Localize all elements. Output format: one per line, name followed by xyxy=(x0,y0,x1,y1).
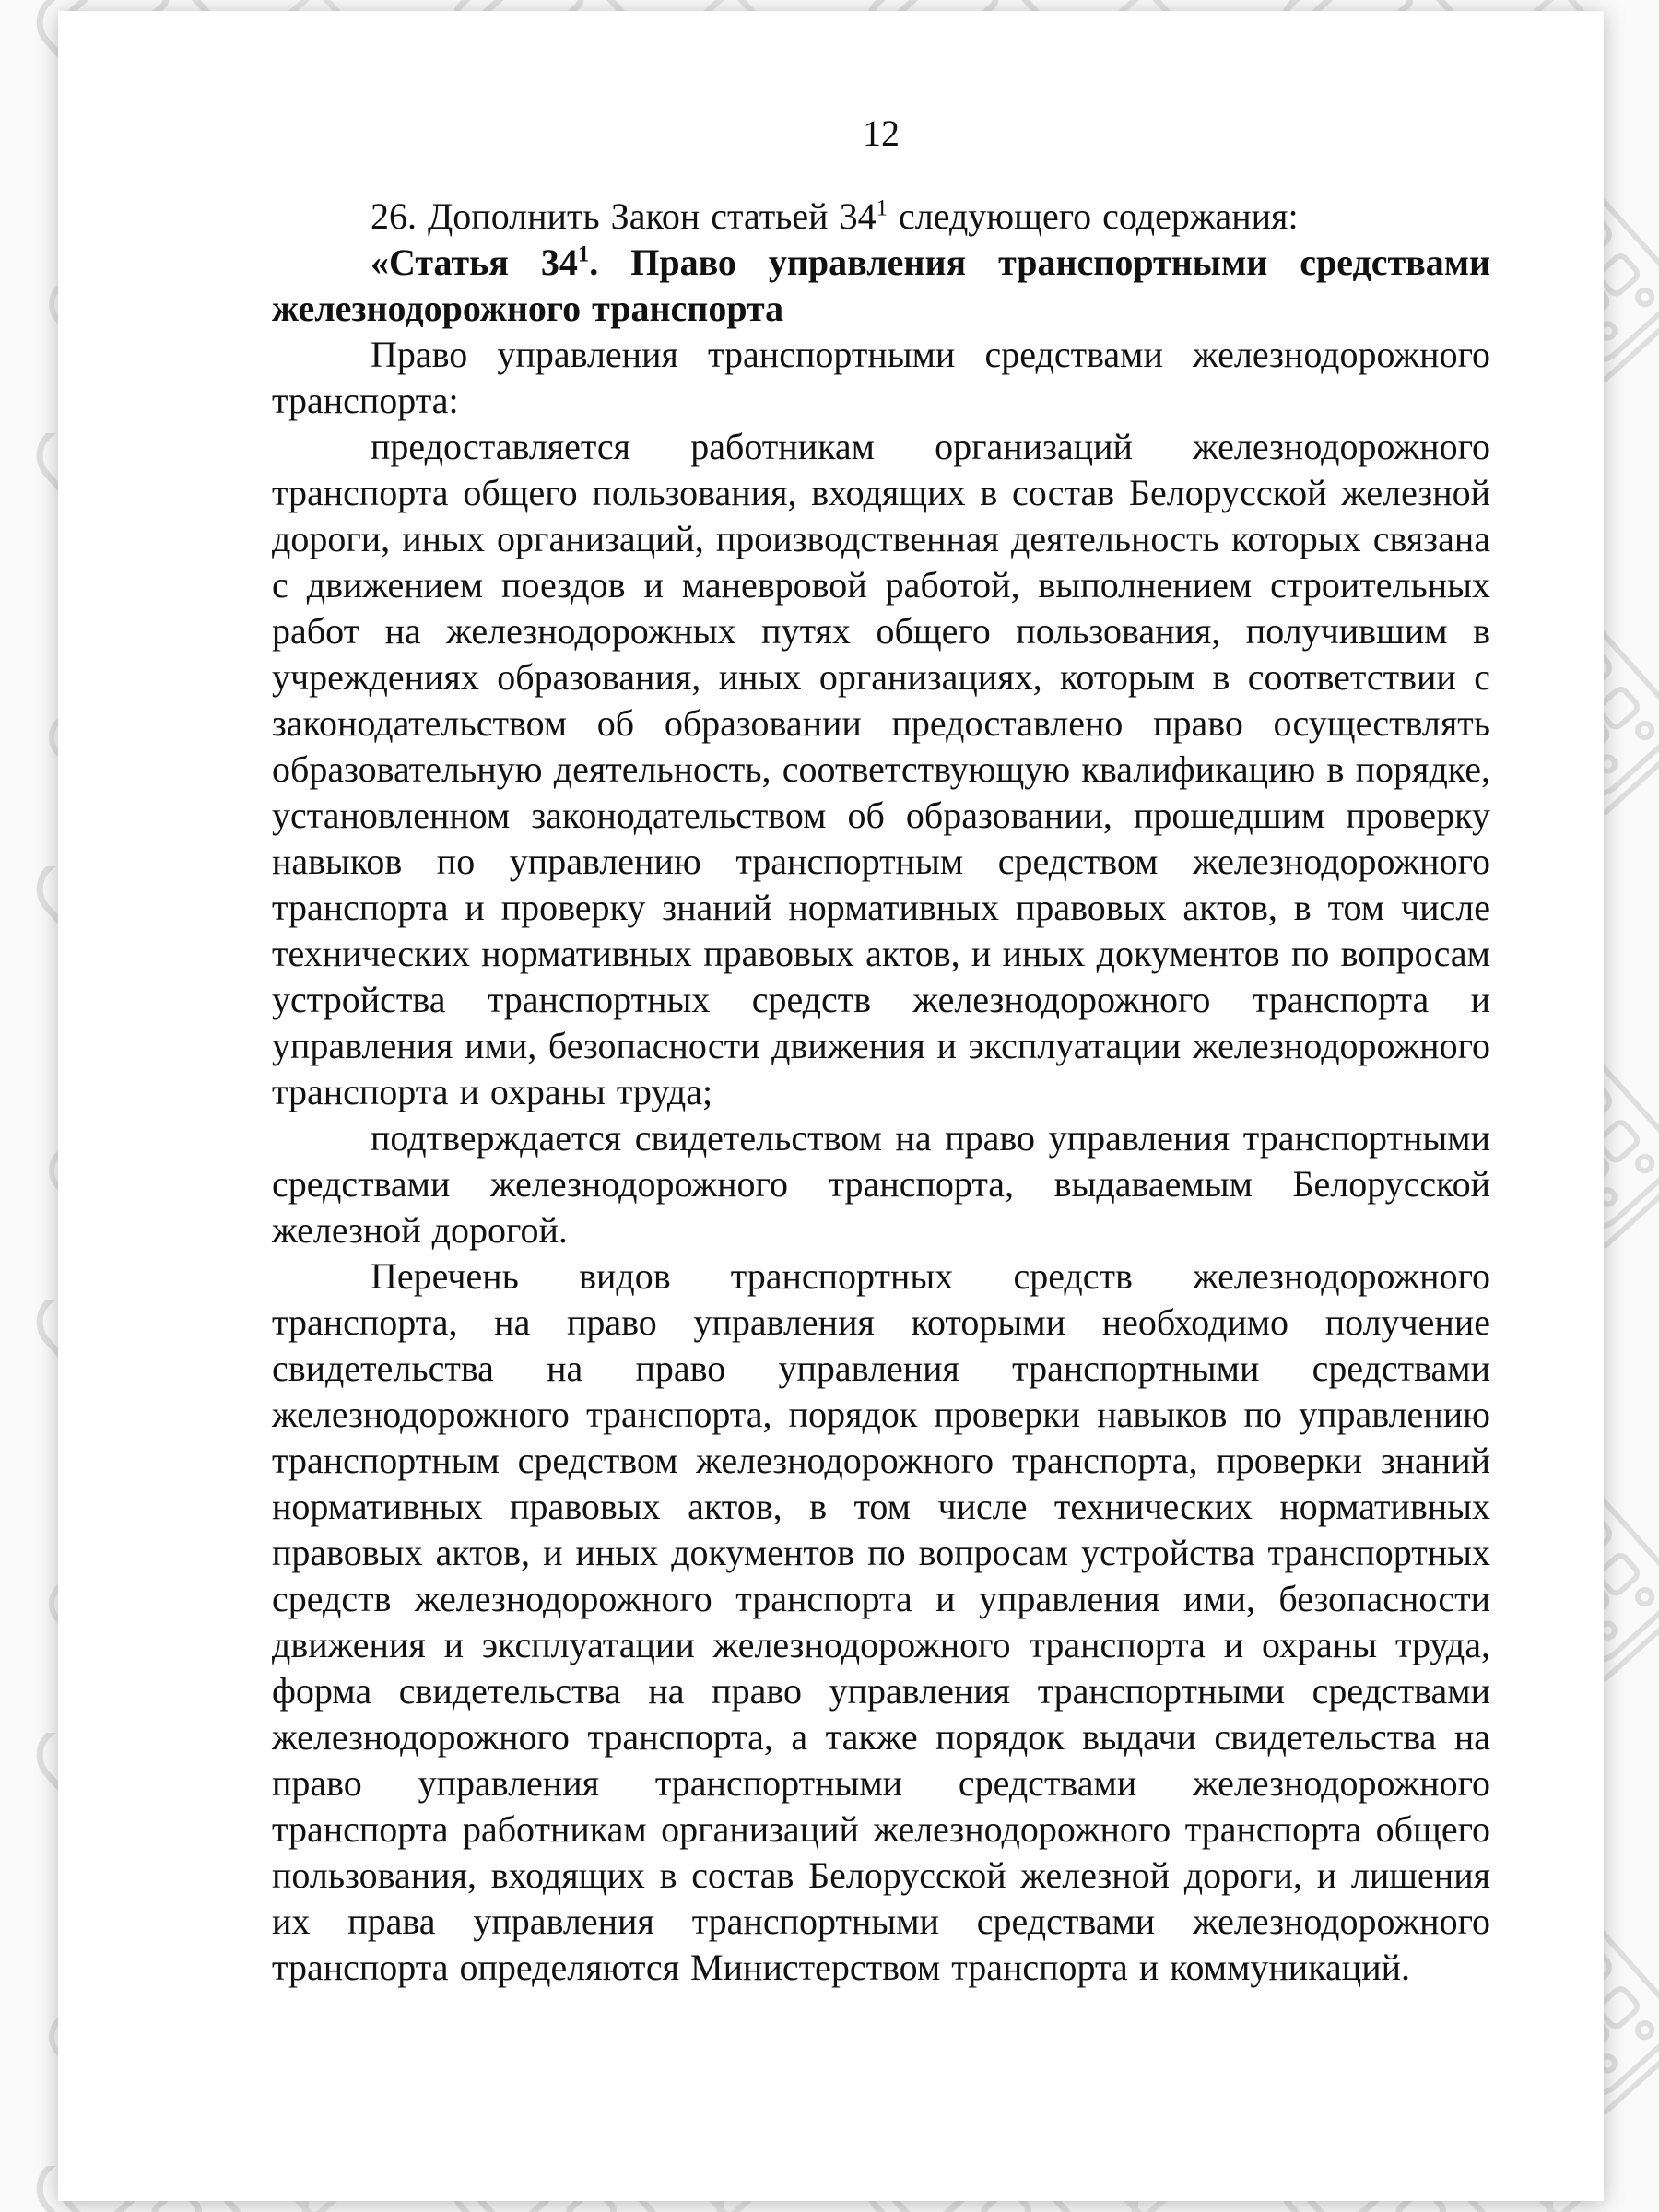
text-run: . Право управления транспортными средствами железнодорожного транспорта xyxy=(272,241,1490,329)
article-text xyxy=(272,194,1490,1991)
paragraph xyxy=(272,424,1490,1115)
text-run: следующего содержания: xyxy=(888,195,1299,237)
paragraph xyxy=(272,194,1490,240)
article-heading xyxy=(272,240,1490,332)
superscript: 1 xyxy=(577,241,590,267)
paragraph xyxy=(272,332,1490,424)
page-content xyxy=(272,111,1490,1991)
text-run: предоставляется работникам организаций железнодорожного транспорта общего пользования, входящих в состав Белорусской железной дороги, иных организаций, производственная деятельность которых связана с движением поездов и маневровой работой, выполнением строительных работ на железнодорожных путях общего пользования, получившим в учреждениях образования, иных организациях, которым в соответствии с законодательством об образовании предоставлено право осуществлять образовательную деятельность, соответствующую квалификацию в порядке, установленном законодательством об образовании, прошедшим проверку навыков по управлению транспортным средством железнодорожного транспорта и проверку знаний нормативных правовых актов, в том числе технических нормативных правовых актов, и иных документов по вопросам устройства транспортных средств железнодорожного транспорта и управления ими, безопасности движения и эксплуатации железнодорожного транспорта и охраны труда; xyxy=(272,426,1490,1112)
paragraph xyxy=(272,1115,1490,1253)
text-run: подтверждается свидетельством на право управления транспортными средствами железнодорожного транспорта, выдаваемым Белорусской железной дорогой. xyxy=(272,1117,1490,1251)
text-run: «Статья 34 xyxy=(371,241,578,283)
document-page xyxy=(58,11,1604,2201)
text-run: Перечень видов транспортных средств железнодорожного транспорта, на право управления которыми необходимо получение свидетельства на право управления транспортными средствами железнодорожного транспорта, порядок проверки навыков по управлению транспортным средством железнодорожного транспорта, проверки знаний нормативных правовых актов, в том числе технических нормативных правовых актов, и иных документов по вопросам устройства транспортных средств железнодорожного транспорта и управления ими, безопасности движения и эксплуатации железнодорожного транспорта и охраны труда, форма свидетельства на право управления транспортными средствами железнодорожного транспорта, а также порядок выдачи свидетельства на право управления транспортными средствами железнодорожного транспорта работникам организаций железнодорожного транспорта общего пользования, входящих в состав Белорусской железной дороги, и лишения их права управления транспортными средствами железнодорожного транспорта определяются Министерством транспорта и коммуникаций. xyxy=(272,1255,1490,1988)
superscript: 1 xyxy=(876,195,888,221)
text-run: 26. Дополнить Закон статьей 34 xyxy=(371,195,877,237)
paragraph xyxy=(272,1253,1490,1991)
page-number: 12 xyxy=(863,112,900,154)
text-run: Право управления транспортными средствами железнодорожного транспорта: xyxy=(272,334,1490,421)
